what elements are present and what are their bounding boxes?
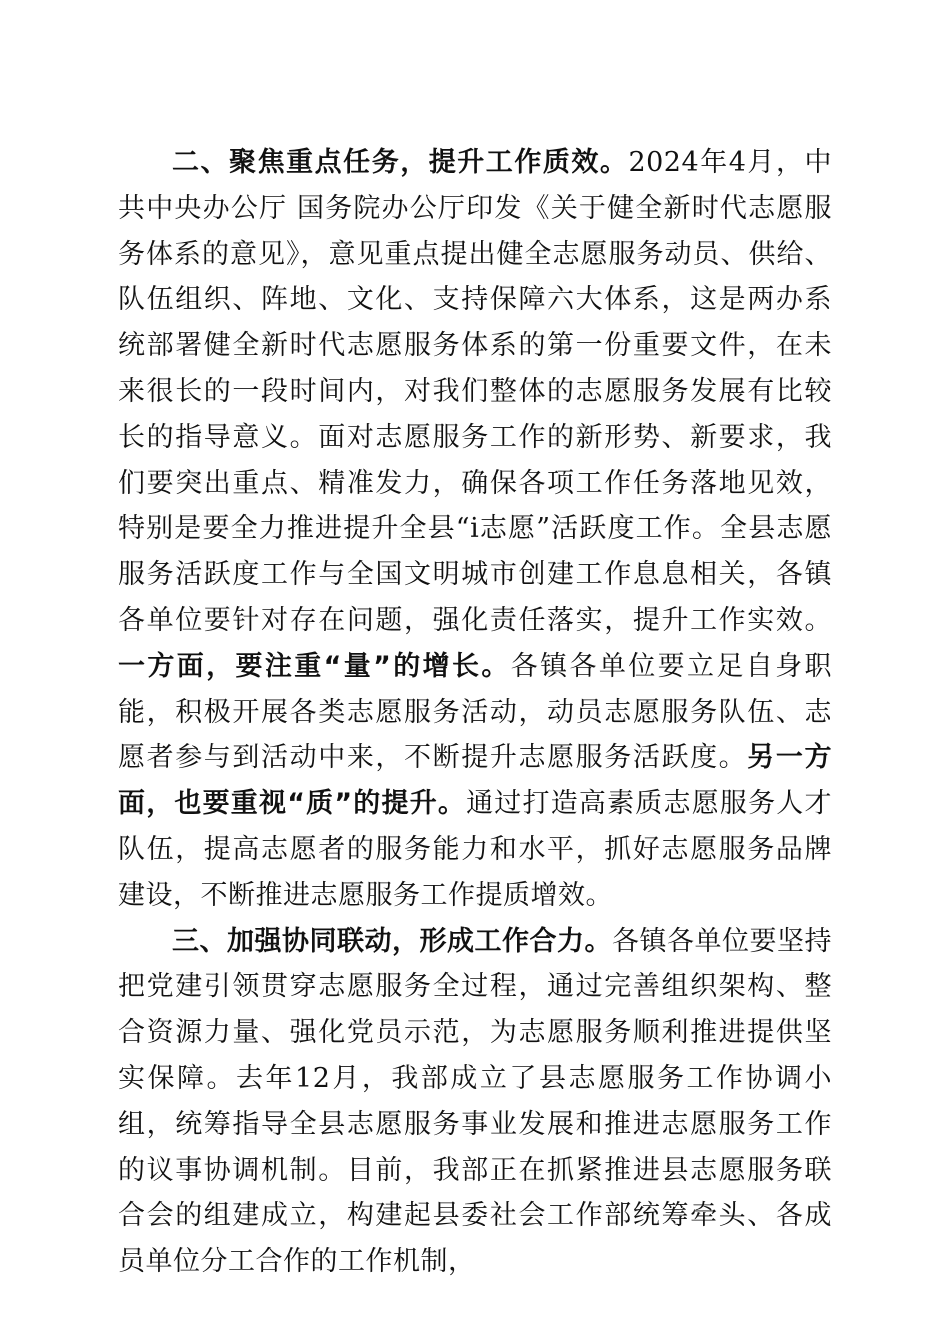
section-2-point-quantity: 一方面，要注重“量”的增长。 [118,650,511,682]
section-2-point-quality: 另一方面，也要重视“质”的提升。 [118,742,833,820]
section-3-heading: 三、加强协同联动，形成工作合力。 [172,925,612,957]
section-2-body: 2024年4月，中共中央办公厅 国务院办公厅印发《关于健全新时代志愿服务体系的意见》，意见重点提出健全志愿服务动员、供给、队伍组织、阵地、文化、支持保障六大体系，这是两办系统部署健全新时代志愿服务体系的第一份重要文件，在未来很长的一段时间内，对我们整体的志愿服务发展有比较长的指导意义。面对志愿服务工作的新形势、新要求，我们要突出重点、精准发力，确保各项工作任务落地见效，特别是要全力推进提升全县“i志愿”活跃度工作。全县志愿服务活跃度工作与全国文明城市创建工作息息相关，各镇各单位要针对存在问题，强化责任落实，提升工作实效。 [118,147,832,636]
paragraph-section-3 [118,919,832,1285]
paragraph-section-2 [118,140,832,919]
section-3-body: 各镇各单位要坚持把党建引领贯穿志愿服务全过程，通过完善组织架构、整合资源力量、强化党员示范，为志愿服务顺利推进提供坚实保障。去年12月，我部成立了县志愿服务工作协调小组，统筹指导全县志愿服务事业发展和推进志愿服务工作的议事协调机制。目前，我部正在抓紧推进县志愿服务联合会的组建成立，构建起县委社会工作部统筹牵头、各成员单位分工合作的工作机制， [118,925,832,1278]
document-page [118,140,832,1285]
section-2-quality-body: 通过打造高素质志愿服务人才队伍，提高志愿者的服务能力和水平，抓好志愿服务品牌建设，不断推进志愿服务工作提质增效。 [118,788,832,911]
section-2-heading: 二、聚焦重点任务，提升工作质效。 [172,147,629,178]
section-2-quantity-body: 各镇各单位要立足自身职能，积极开展各类志愿服务活动，动员志愿服务队伍、志愿者参与到活动中来，不断提升志愿服务活跃度。 [118,650,832,774]
